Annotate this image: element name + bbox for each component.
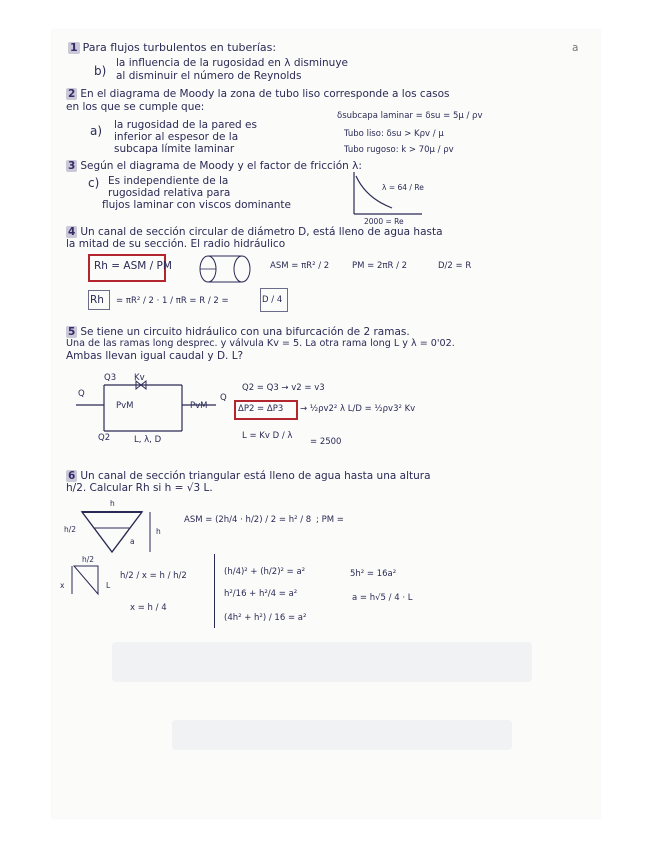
pm-formula: PM = 2πR / 2	[352, 261, 408, 271]
question-number: 4	[68, 226, 76, 238]
question-text: la mitad de su sección. El radio hidráulico	[66, 238, 286, 250]
moody-laminar-sketch	[352, 170, 432, 220]
small-triangle-x: x	[60, 581, 65, 590]
triangle-left-label: h/2	[64, 525, 77, 534]
question-text: Se tiene un circuito hidráulico con una bifurcación de 2 ramas.	[80, 326, 410, 338]
side-formula: Tubo liso: δsu > Kρv / μ	[344, 129, 444, 139]
side-formula: Tubo rugoso: k > 70μ / ρv	[344, 145, 454, 155]
notebook-page	[52, 30, 600, 818]
triangle-side-label: a	[130, 537, 135, 546]
question-number: 3	[68, 160, 76, 172]
question-5	[66, 326, 410, 338]
x-formula: x = h / 4	[130, 603, 167, 613]
asm-formula: ASM = πR² / 2	[270, 261, 330, 271]
question-1	[68, 42, 276, 54]
graph-axis-label: 2000 = Re	[364, 217, 404, 226]
side-result: a = h√5 / 4 · L	[352, 593, 413, 603]
length-formula: L = Kv D / λ	[242, 431, 293, 441]
answer-line: subcapa límite laminar	[114, 143, 235, 155]
graph-label: λ = 64 / Re	[382, 183, 424, 192]
question-3	[66, 160, 362, 172]
similar-triangles-ratio: h/2 / x = h / h/2	[120, 571, 187, 581]
question-text: Según el diagrama de Moody y el factor de fricción λ:	[80, 160, 362, 172]
rh-derivation: = πR² / 2 · 1 / πR = R / 2 =	[116, 296, 229, 306]
option-letter: a)	[90, 124, 103, 138]
triangle-right-label: h	[156, 527, 161, 536]
question-text: En el diagrama de Moody la zona de tubo liso corresponde a los casos	[80, 88, 450, 100]
answer-line: la rugosidad de la pared es	[114, 119, 257, 131]
question-number: 6	[68, 470, 76, 482]
side-equation: 5h² = 16a²	[350, 569, 397, 579]
answer-line: la influencia de la rugosidad en λ disminuye	[116, 57, 348, 69]
answer-line: Es independiente de la	[108, 175, 229, 187]
asm-formula: ASM = (2h/4 · h/2) / 2 = h² / 8	[184, 515, 312, 525]
question-text: en los que se cumple que:	[66, 101, 205, 113]
branch-flow-2: Q2	[98, 433, 111, 443]
branch-params: L, λ, D	[134, 435, 162, 445]
question-text: Para flujos turbulentos en tuberías:	[82, 41, 277, 54]
question-number: 2	[68, 88, 76, 100]
rh-label: Rh	[90, 294, 104, 306]
branch-flow-3: Q3	[104, 373, 117, 383]
continuity-eq: Q2 = Q3 → v2 = v3	[242, 383, 325, 393]
question-2	[66, 88, 450, 100]
pm-formula: ; PM =	[316, 515, 344, 525]
small-triangle-sketch	[70, 564, 106, 600]
answer-line: al disminuir el número de Reynolds	[116, 70, 302, 82]
question-text: Un canal de sección circular de diámetro D, está lleno de agua hasta	[80, 226, 443, 238]
side-formula: δsubcapa laminar = δsu = 5μ / ρv	[337, 111, 483, 121]
valve-coefficient: Kv	[134, 373, 145, 383]
energy-balance: → ½ρv2² λ L/D = ½ρv3² Kv	[300, 404, 416, 414]
bleed-through-mark	[112, 642, 532, 682]
answer-line: rugosidad relativa para	[108, 187, 231, 199]
half-diameter: D/2 = R	[438, 261, 472, 271]
question-text: Ambas llevan igual caudal y D. L?	[66, 350, 244, 362]
pythagoras-step-2: h²/16 + h²/4 = a²	[224, 589, 298, 599]
corner-mark: a	[572, 42, 579, 54]
pythagoras-step-1: (h/4)² + (h/2)² = a²	[224, 567, 306, 577]
rh-formula: Rh = ASM / PM	[94, 260, 172, 272]
pressure-node-out: PvM	[190, 401, 208, 411]
divider-line	[214, 554, 215, 628]
triangle-top-label: h	[110, 499, 115, 508]
pressure-equality: ΔP2 = ΔP3	[238, 404, 284, 414]
option-letter: b)	[94, 64, 107, 78]
inlet-flow: Q	[78, 389, 85, 399]
question-number: 5	[68, 326, 76, 338]
small-triangle-l: L	[106, 581, 111, 590]
small-triangle-top: h/2	[82, 555, 95, 564]
answer-line: inferior al espesor de la	[114, 131, 239, 143]
answer-line: flujos laminar con viscos dominante	[102, 199, 292, 211]
pythagoras-step-3: (4h² + h²) / 16 = a²	[224, 613, 307, 623]
question-text: h/2. Calcular Rh si h = √3 L.	[66, 482, 213, 494]
question-number: 1	[70, 41, 78, 54]
bleed-through-mark	[172, 720, 512, 750]
question-4	[66, 226, 443, 238]
pipe-sketch	[198, 253, 254, 287]
triangle-channel-sketch	[80, 508, 160, 558]
pressure-node-in: PvM	[116, 401, 134, 411]
option-letter: c)	[88, 176, 100, 190]
question-text: Un canal de sección triangular está lleno de agua hasta una altura	[80, 470, 431, 482]
question-6	[66, 470, 431, 482]
outlet-flow: Q	[220, 393, 227, 403]
rh-result: D / 4	[262, 295, 283, 305]
length-result: = 2500	[310, 437, 342, 447]
question-text: Una de las ramas long desprec. y válvula Kv = 5. La otra rama long L y λ = 0'02.	[66, 338, 455, 349]
